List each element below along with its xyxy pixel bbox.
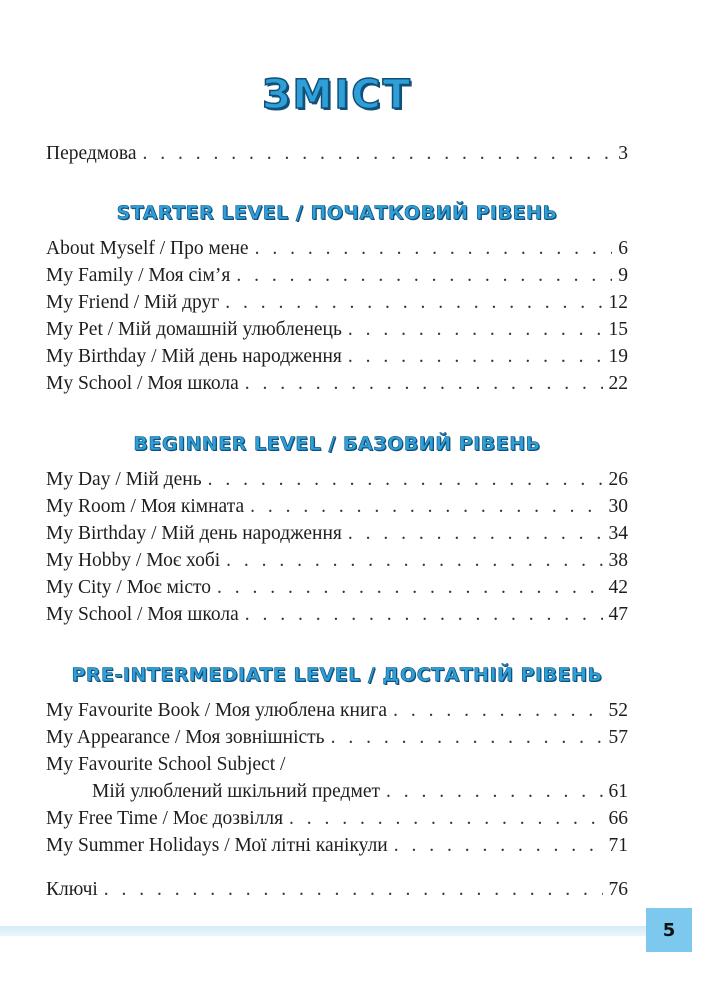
footer-band — [0, 926, 646, 936]
toc-entry-page: 38 — [608, 550, 628, 571]
toc-entry-title: My Day / Мій день — [46, 469, 202, 490]
toc-leader-dots — [348, 344, 603, 370]
toc-leader-dots — [245, 602, 603, 628]
toc-entry[interactable] — [46, 344, 628, 370]
toc-leader-dots — [226, 548, 602, 574]
toc-entry[interactable] — [46, 806, 628, 832]
toc-entry[interactable] — [46, 698, 628, 724]
toc-entry-title: My Friend / Мій друг — [46, 292, 220, 313]
toc-entry-page: 3 — [618, 143, 628, 164]
toc-leader-dots — [348, 521, 603, 547]
toc-entry-title: My Appearance / Моя зовнішність — [46, 727, 325, 748]
toc-entry-title: About Myself / Про мене — [46, 238, 249, 259]
toc-entry-title-line1[interactable]: My Favourite School Subject / — [46, 754, 286, 775]
toc-leader-dots — [289, 806, 602, 832]
toc-leader-dots — [250, 494, 602, 520]
toc-entry[interactable] — [46, 371, 628, 397]
toc-entry-page: 57 — [608, 727, 628, 748]
toc-entry[interactable] — [92, 779, 628, 805]
toc-entry[interactable] — [46, 494, 628, 520]
toc-leader-dots — [331, 725, 603, 751]
toc-entry-title: My School / Моя школа — [46, 373, 239, 394]
toc-entry-page: 30 — [608, 496, 628, 517]
toc-entry-title: Ключі — [46, 879, 98, 900]
toc-entry-page: 76 — [608, 879, 628, 900]
toc-leader-dots — [225, 290, 602, 316]
toc-entry[interactable] — [46, 236, 628, 262]
toc-entry-page: 52 — [608, 700, 628, 721]
section-heading-beginner: BEGINNER LEVEL / БАЗОВИЙ РІВЕНЬ — [133, 433, 541, 455]
toc-entry-page: 22 — [608, 373, 628, 394]
toc-entry-page: 26 — [608, 469, 628, 490]
toc-entry-page: 66 — [608, 808, 628, 829]
toc-entry[interactable] — [46, 263, 628, 289]
toc-entry[interactable] — [46, 521, 628, 547]
toc-entry-page: 15 — [608, 319, 628, 340]
toc-entry-title: My Hobby / Моє хобі — [46, 550, 221, 571]
toc-entry[interactable] — [46, 833, 628, 859]
toc-entry-keys[interactable] — [46, 877, 628, 903]
toc-entry-title: My School / Моя школа — [46, 604, 239, 625]
toc-entry-page: 34 — [608, 523, 628, 544]
toc-leader-dots — [208, 467, 603, 493]
toc-leader-dots — [217, 575, 603, 601]
toc-leader-dots — [393, 698, 602, 724]
toc-entry-preface[interactable] — [46, 141, 628, 167]
toc-entry-title: My Birthday / Мій день народження — [46, 523, 342, 544]
toc-entry[interactable] — [46, 317, 628, 343]
toc-leader-dots — [245, 371, 603, 397]
toc-entry-title: My Room / Моя кімната — [46, 496, 245, 517]
toc-leader-dots — [394, 833, 603, 859]
toc-entry-title: My Birthday / Мій день народження — [46, 346, 342, 367]
toc-leader-dots — [143, 141, 613, 167]
toc-entry[interactable] — [46, 725, 628, 751]
toc-leader-dots — [104, 877, 603, 903]
toc-entry[interactable] — [46, 602, 628, 628]
toc-entry-page: 71 — [608, 835, 628, 856]
toc-leader-dots — [236, 263, 612, 289]
page-title: ЗМІСТ — [262, 72, 412, 118]
toc-leader-dots — [348, 317, 603, 343]
toc-entry-title: My City / Моє місто — [46, 577, 211, 598]
toc-entry-title: Мій улюблений шкільний предмет — [92, 781, 380, 802]
toc-leader-dots — [386, 779, 603, 805]
toc-entry-page: 19 — [608, 346, 628, 367]
toc-entry[interactable] — [46, 290, 628, 316]
toc-entry-title: My Free Time / Моє дозвілля — [46, 808, 284, 829]
toc-entry-title: My Family / Моя сім’я — [46, 265, 231, 286]
toc-entry-title: My Favourite Book / Моя улюблена книга — [46, 700, 388, 721]
toc-entry-title: Передмова — [46, 143, 137, 164]
toc-entry[interactable] — [46, 467, 628, 493]
toc-entry-page: 61 — [608, 781, 628, 802]
toc-entry-page: 9 — [618, 265, 628, 286]
toc-entry-page: 42 — [608, 577, 628, 598]
section-heading-starter: STARTER LEVEL / ПОЧАТКОВИЙ РІВЕНЬ — [116, 202, 558, 224]
toc-entry[interactable] — [46, 575, 628, 601]
toc-entry[interactable] — [46, 548, 628, 574]
section-heading-pre-intermediate: PRE-INTERMEDIATE LEVEL / ДОСТАТНІЙ РІВЕНЬ — [71, 664, 603, 686]
toc-leader-dots — [255, 236, 613, 262]
toc-entry-title: My Summer Holidays / Мої літні канікули — [46, 835, 388, 856]
page-number-badge: 5 — [646, 908, 692, 952]
toc-entry-page: 47 — [608, 604, 628, 625]
toc-entry-page: 12 — [608, 292, 628, 313]
toc-entry-page: 6 — [618, 238, 628, 259]
toc-entry-title: My Pet / Мій домашній улюбленець — [46, 319, 342, 340]
